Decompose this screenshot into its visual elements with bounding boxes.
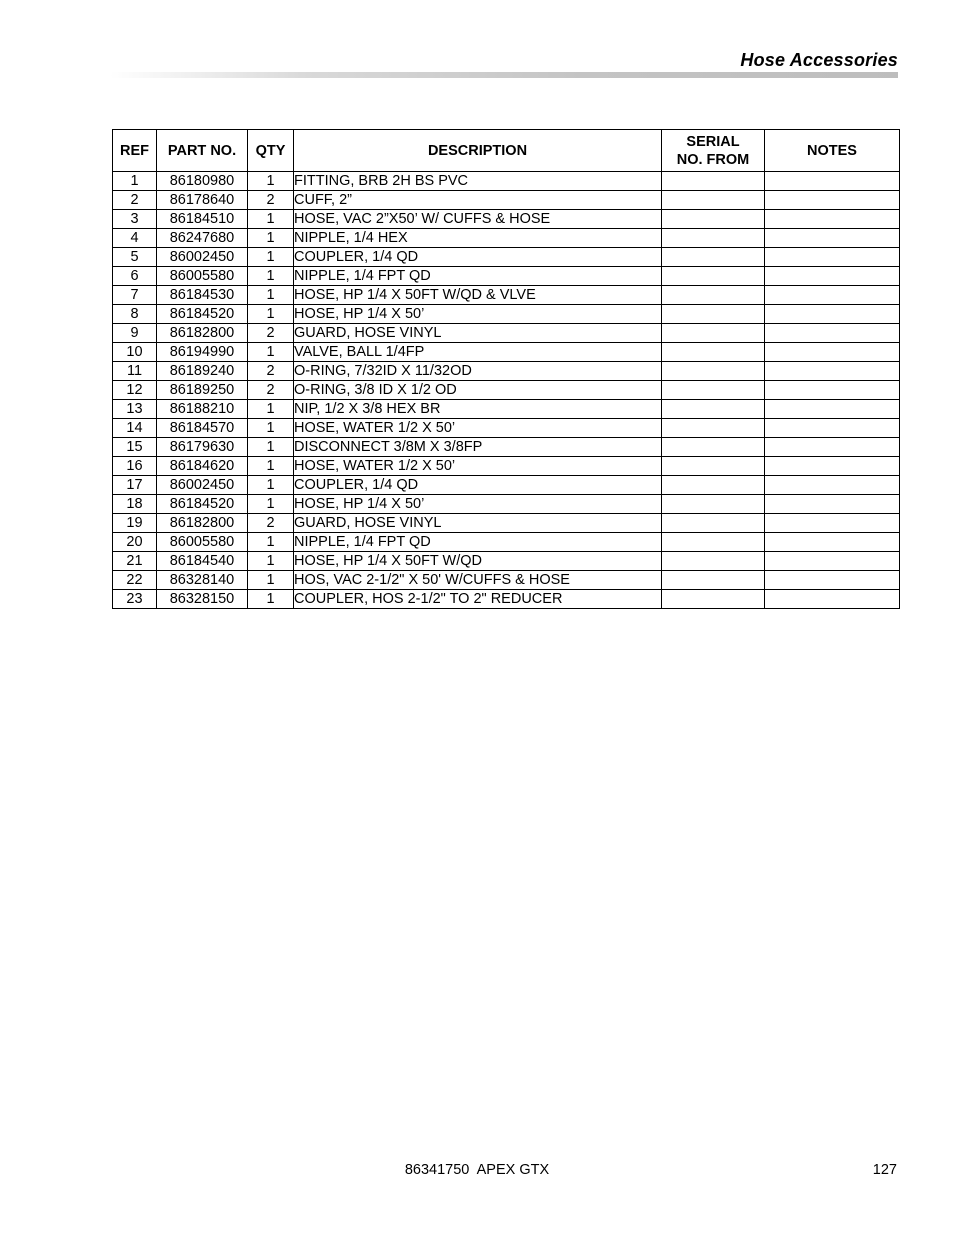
cell-part-no: 86178640 bbox=[157, 191, 248, 210]
table-row bbox=[113, 438, 900, 457]
table-row bbox=[113, 267, 900, 286]
cell-qty: 1 bbox=[248, 286, 294, 305]
cell-part-no: 86328150 bbox=[157, 590, 248, 609]
cell-serial-from bbox=[662, 248, 765, 267]
footer-document-id: 86341750 APEX GTX bbox=[404, 1162, 550, 1178]
cell-serial-from bbox=[662, 191, 765, 210]
cell-notes bbox=[765, 590, 900, 609]
cell-qty: 1 bbox=[248, 552, 294, 571]
cell-notes bbox=[765, 248, 900, 267]
cell-notes bbox=[765, 362, 900, 381]
cell-ref: 5 bbox=[113, 248, 157, 267]
cell-description: FITTING, BRB 2H BS PVC bbox=[294, 172, 662, 191]
cell-notes bbox=[765, 210, 900, 229]
cell-description: HOSE, HP 1/4 X 50’ bbox=[294, 305, 662, 324]
cell-part-no: 86184540 bbox=[157, 552, 248, 571]
table-row bbox=[113, 343, 900, 362]
cell-serial-from bbox=[662, 476, 765, 495]
cell-ref: 8 bbox=[113, 305, 157, 324]
cell-ref: 16 bbox=[113, 457, 157, 476]
column-header-serial-no-from: SERIAL NO. FROM bbox=[662, 130, 765, 172]
cell-qty: 1 bbox=[248, 210, 294, 229]
cell-ref: 12 bbox=[113, 381, 157, 400]
table-row bbox=[113, 362, 900, 381]
cell-serial-from bbox=[662, 552, 765, 571]
table-row bbox=[113, 552, 900, 571]
cell-notes bbox=[765, 286, 900, 305]
cell-description: VALVE, BALL 1/4FP bbox=[294, 343, 662, 362]
cell-qty: 1 bbox=[248, 229, 294, 248]
cell-description: NIPPLE, 1/4 FPT QD bbox=[294, 267, 662, 286]
cell-notes bbox=[765, 305, 900, 324]
cell-part-no: 86328140 bbox=[157, 571, 248, 590]
column-header-part-no: PART NO. bbox=[157, 130, 248, 172]
cell-part-no: 86189250 bbox=[157, 381, 248, 400]
table-row bbox=[113, 476, 900, 495]
cell-qty: 1 bbox=[248, 400, 294, 419]
table-row bbox=[113, 590, 900, 609]
cell-part-no: 86179630 bbox=[157, 438, 248, 457]
cell-description: COUPLER, HOS 2-1/2" TO 2" REDUCER bbox=[294, 590, 662, 609]
cell-qty: 2 bbox=[248, 191, 294, 210]
table-row bbox=[113, 400, 900, 419]
cell-qty: 1 bbox=[248, 419, 294, 438]
cell-ref: 9 bbox=[113, 324, 157, 343]
cell-ref: 13 bbox=[113, 400, 157, 419]
cell-notes bbox=[765, 267, 900, 286]
cell-description: DISCONNECT 3/8M X 3/8FP bbox=[294, 438, 662, 457]
cell-ref: 20 bbox=[113, 533, 157, 552]
cell-part-no: 86182800 bbox=[157, 324, 248, 343]
table-row bbox=[113, 286, 900, 305]
cell-ref: 2 bbox=[113, 191, 157, 210]
cell-notes bbox=[765, 514, 900, 533]
cell-part-no: 86005580 bbox=[157, 533, 248, 552]
cell-serial-from bbox=[662, 229, 765, 248]
table-row bbox=[113, 381, 900, 400]
cell-qty: 1 bbox=[248, 343, 294, 362]
cell-serial-from bbox=[662, 590, 765, 609]
cell-notes bbox=[765, 457, 900, 476]
cell-serial-from bbox=[662, 400, 765, 419]
cell-qty: 1 bbox=[248, 476, 294, 495]
cell-ref: 17 bbox=[113, 476, 157, 495]
cell-description: HOSE, HP 1/4 X 50FT W/QD & VLVE bbox=[294, 286, 662, 305]
cell-serial-from bbox=[662, 286, 765, 305]
cell-ref: 6 bbox=[113, 267, 157, 286]
cell-ref: 3 bbox=[113, 210, 157, 229]
cell-ref: 1 bbox=[113, 172, 157, 191]
table-row bbox=[113, 514, 900, 533]
table-row bbox=[113, 324, 900, 343]
cell-part-no: 86184620 bbox=[157, 457, 248, 476]
cell-notes bbox=[765, 343, 900, 362]
table-row bbox=[113, 305, 900, 324]
cell-notes bbox=[765, 571, 900, 590]
cell-ref: 4 bbox=[113, 229, 157, 248]
cell-qty: 1 bbox=[248, 457, 294, 476]
table-row bbox=[113, 533, 900, 552]
cell-notes bbox=[765, 172, 900, 191]
cell-part-no: 86180980 bbox=[157, 172, 248, 191]
cell-description: HOSE, HP 1/4 X 50’ bbox=[294, 495, 662, 514]
cell-part-no: 86182800 bbox=[157, 514, 248, 533]
cell-description: GUARD, HOSE VINYL bbox=[294, 324, 662, 343]
cell-ref: 21 bbox=[113, 552, 157, 571]
cell-ref: 22 bbox=[113, 571, 157, 590]
cell-notes bbox=[765, 229, 900, 248]
cell-serial-from bbox=[662, 324, 765, 343]
table-row bbox=[113, 229, 900, 248]
cell-ref: 11 bbox=[113, 362, 157, 381]
table-row bbox=[113, 172, 900, 191]
cell-notes bbox=[765, 400, 900, 419]
cell-part-no: 86188210 bbox=[157, 400, 248, 419]
cell-ref: 7 bbox=[113, 286, 157, 305]
cell-qty: 1 bbox=[248, 571, 294, 590]
cell-serial-from bbox=[662, 495, 765, 514]
cell-qty: 1 bbox=[248, 172, 294, 191]
parts-table bbox=[112, 129, 900, 609]
cell-description: NIPPLE, 1/4 HEX bbox=[294, 229, 662, 248]
cell-qty: 2 bbox=[248, 362, 294, 381]
cell-serial-from bbox=[662, 210, 765, 229]
cell-notes bbox=[765, 419, 900, 438]
cell-part-no: 86002450 bbox=[157, 248, 248, 267]
cell-part-no: 86184520 bbox=[157, 305, 248, 324]
cell-notes bbox=[765, 495, 900, 514]
column-header-description: DESCRIPTION bbox=[294, 130, 662, 172]
cell-serial-from bbox=[662, 381, 765, 400]
cell-part-no: 86184530 bbox=[157, 286, 248, 305]
cell-serial-from bbox=[662, 457, 765, 476]
column-header-qty: QTY bbox=[248, 130, 294, 172]
cell-part-no: 86184520 bbox=[157, 495, 248, 514]
cell-ref: 14 bbox=[113, 419, 157, 438]
table-row bbox=[113, 571, 900, 590]
cell-description: COUPLER, 1/4 QD bbox=[294, 476, 662, 495]
cell-serial-from bbox=[662, 172, 765, 191]
cell-qty: 1 bbox=[248, 590, 294, 609]
cell-serial-from bbox=[662, 438, 765, 457]
cell-serial-from bbox=[662, 571, 765, 590]
cell-qty: 1 bbox=[248, 533, 294, 552]
table-row bbox=[113, 248, 900, 267]
cell-description: HOSE, VAC 2”X50’ W/ CUFFS & HOSE bbox=[294, 210, 662, 229]
cell-description: HOS, VAC 2-1/2" X 50' W/CUFFS & HOSE bbox=[294, 571, 662, 590]
table-row bbox=[113, 419, 900, 438]
cell-serial-from bbox=[662, 305, 765, 324]
cell-description: HOSE, WATER 1/2 X 50’ bbox=[294, 457, 662, 476]
cell-description: NIP, 1/2 X 3/8 HEX BR bbox=[294, 400, 662, 419]
cell-description: O-RING, 3/8 ID X 1/2 OD bbox=[294, 381, 662, 400]
cell-serial-from bbox=[662, 419, 765, 438]
cell-description: HOSE, WATER 1/2 X 50’ bbox=[294, 419, 662, 438]
cell-part-no: 86189240 bbox=[157, 362, 248, 381]
cell-qty: 1 bbox=[248, 495, 294, 514]
cell-part-no: 86247680 bbox=[157, 229, 248, 248]
cell-description: CUFF, 2” bbox=[294, 191, 662, 210]
table-row bbox=[113, 495, 900, 514]
cell-notes bbox=[765, 438, 900, 457]
cell-notes bbox=[765, 552, 900, 571]
section-title: Hose Accessories bbox=[740, 50, 898, 70]
cell-ref: 10 bbox=[113, 343, 157, 362]
cell-description: HOSE, HP 1/4 X 50FT W/QD bbox=[294, 552, 662, 571]
column-header-ref: REF bbox=[113, 130, 157, 172]
cell-qty: 2 bbox=[248, 514, 294, 533]
cell-notes bbox=[765, 324, 900, 343]
table-row bbox=[113, 191, 900, 210]
page-number: 127 bbox=[872, 1162, 897, 1178]
cell-notes bbox=[765, 476, 900, 495]
cell-ref: 23 bbox=[113, 590, 157, 609]
cell-ref: 18 bbox=[113, 495, 157, 514]
cell-ref: 19 bbox=[113, 514, 157, 533]
cell-serial-from bbox=[662, 267, 765, 286]
cell-ref: 15 bbox=[113, 438, 157, 457]
cell-qty: 2 bbox=[248, 324, 294, 343]
parts-table-body bbox=[113, 172, 900, 609]
cell-qty: 1 bbox=[248, 438, 294, 457]
cell-serial-from bbox=[662, 362, 765, 381]
cell-serial-from bbox=[662, 533, 765, 552]
cell-notes bbox=[765, 381, 900, 400]
cell-description: GUARD, HOSE VINYL bbox=[294, 514, 662, 533]
cell-part-no: 86005580 bbox=[157, 267, 248, 286]
column-header-notes: NOTES bbox=[765, 130, 900, 172]
cell-description: O-RING, 7/32ID X 11/32OD bbox=[294, 362, 662, 381]
cell-serial-from bbox=[662, 343, 765, 362]
cell-serial-from bbox=[662, 514, 765, 533]
table-row bbox=[113, 457, 900, 476]
cell-part-no: 86184570 bbox=[157, 419, 248, 438]
cell-part-no: 86194990 bbox=[157, 343, 248, 362]
cell-qty: 1 bbox=[248, 305, 294, 324]
cell-part-no: 86002450 bbox=[157, 476, 248, 495]
table-header-row bbox=[113, 130, 900, 172]
cell-description: COUPLER, 1/4 QD bbox=[294, 248, 662, 267]
cell-qty: 2 bbox=[248, 381, 294, 400]
cell-notes bbox=[765, 191, 900, 210]
table-row bbox=[113, 210, 900, 229]
title-divider bbox=[110, 72, 898, 78]
cell-qty: 1 bbox=[248, 248, 294, 267]
cell-qty: 1 bbox=[248, 267, 294, 286]
cell-part-no: 86184510 bbox=[157, 210, 248, 229]
cell-description: NIPPLE, 1/4 FPT QD bbox=[294, 533, 662, 552]
cell-notes bbox=[765, 533, 900, 552]
